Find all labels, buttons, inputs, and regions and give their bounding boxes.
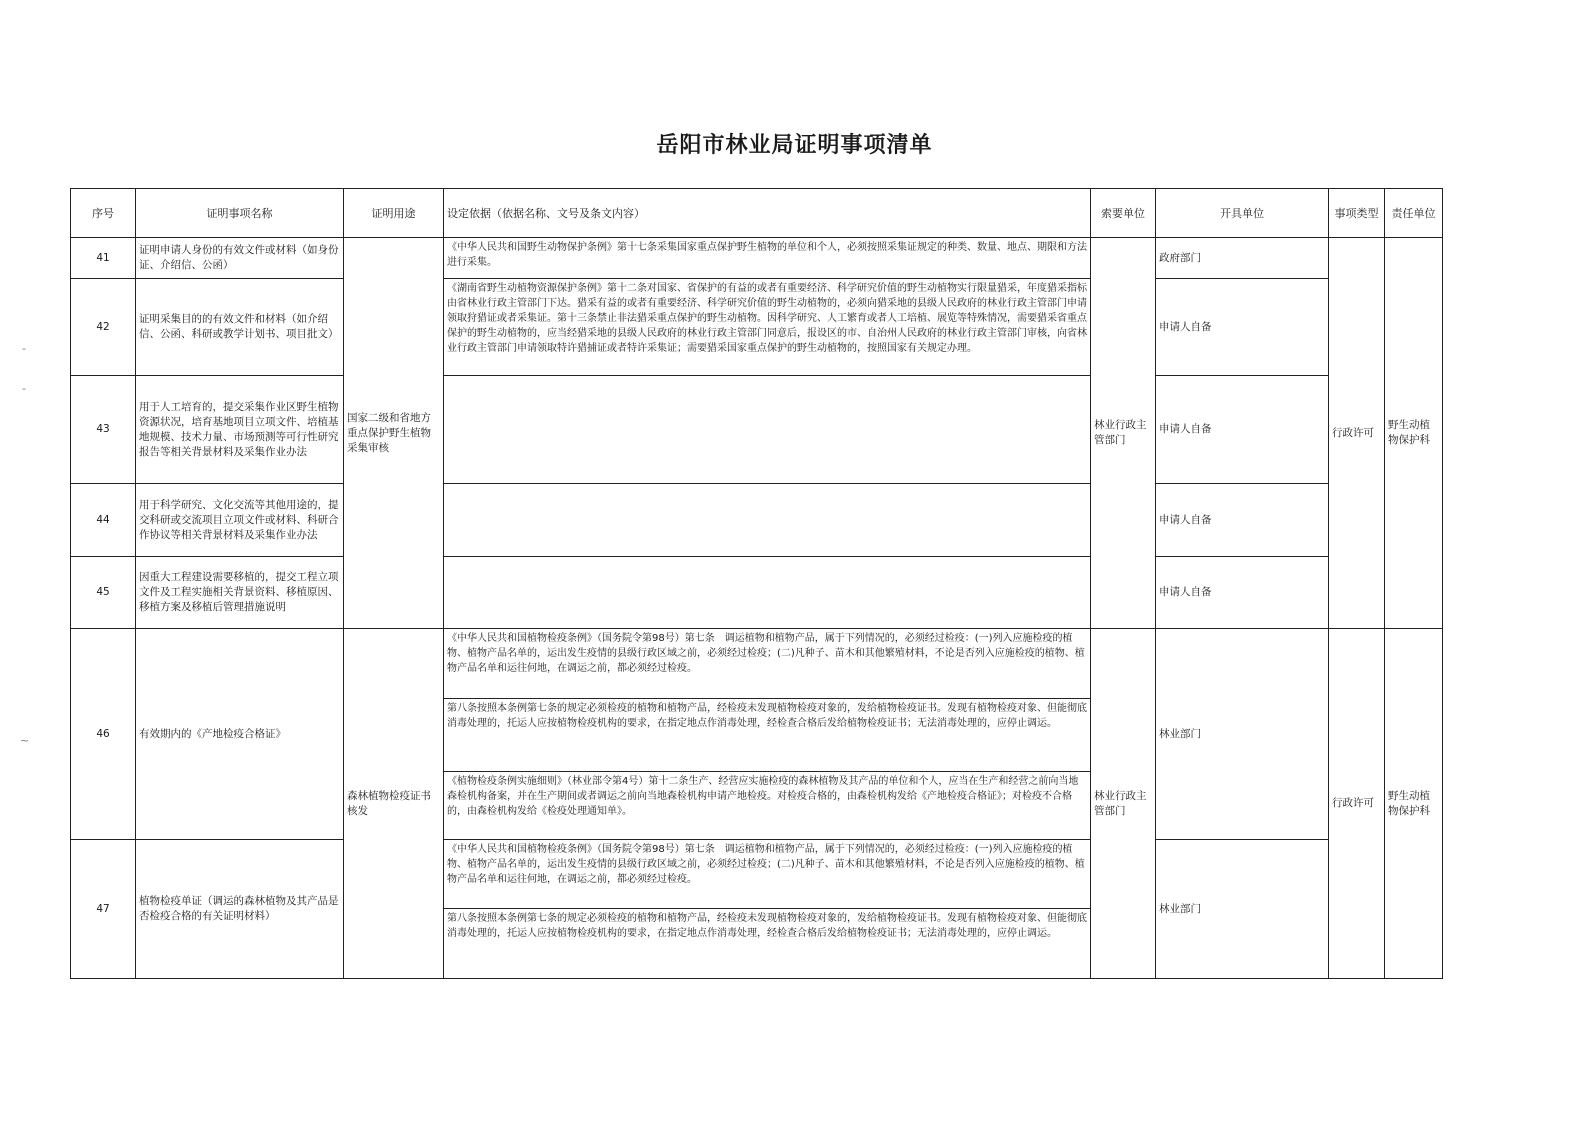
header-type: 事项类型 [1329, 189, 1385, 238]
page-title: 岳阳市林业局证明事项清单 [656, 132, 933, 158]
issuer-cell: 申请人自备 [1156, 557, 1329, 629]
basis-cell: 《中华人民共和国植物检疫条例》（国务院令第98号）第七条 调运植物和植物产品，属于下列情况的，必须经过检疫：(一)列入应施检疫的植物、植物产品名单的，运出发生疫情的县级行政区域之前，必须经过检疫；(二)凡种子、苗木和其他繁殖材料，不论是否列入应施检疫的植物、植物产品名单和运往何地，在调运之前，都必须经过检疫。 [444, 840, 1091, 909]
row-no: 46 [71, 629, 136, 840]
table-row [71, 279, 1443, 376]
row-no: 45 [71, 557, 136, 629]
certification-table [70, 188, 1443, 979]
header-name: 证明事项名称 [136, 189, 344, 238]
basis-cell: 《植物检疫条例实施细则》（林业部令第4号）第十二条生产、经营应实施检疫的森林植物及其产品的单位和个人，应当在生产和经营之前向当地森检机构备案，并在生产期间或者调运之前向当地森检机构申请产地检疫。对检疫合格的，由森检机构发给《产地检疫合格证》；对检疫不合格的，由森检机构发给《检疫处理通知单》。 [444, 772, 1091, 840]
header-requester: 索要单位 [1091, 189, 1156, 238]
row-no: 41 [71, 238, 136, 279]
header-purpose: 证明用途 [344, 189, 444, 238]
issuer-cell: 林业部门 [1156, 840, 1329, 979]
purpose-cell: 森林植物检疫证书核发 [344, 629, 444, 979]
basis-cell-empty [444, 557, 1091, 629]
table-row [71, 238, 1443, 279]
row-name: 证明采集目的的有效文件和材料（如介绍信、公函、科研或教学计划书、项目批文） [136, 279, 344, 376]
issuer-cell: 申请人自备 [1156, 484, 1329, 557]
header-issuer: 开具单位 [1156, 189, 1329, 238]
row-name: 植物检疫单证（调运的森林植物及其产品是否检疫合格的有关证明材料） [136, 840, 344, 979]
basis-cell: 第八条按照本条例第七条的规定必须检疫的植物和植物产品，经检疫未发现植物检疫对象的，发给植物检疫证书。发现有植物检疫对象、但能彻底消毒处理的，托运人应按植物检疫机构的要求，在指定地点作消毒处理，经检查合格后发给植物检疫证书；无法消毒处理的，应停止调运。 [444, 699, 1091, 772]
issuer-cell: 林业部门 [1156, 629, 1329, 840]
unit-cell: 野生动植物保护科 [1385, 629, 1443, 979]
row-no: 47 [71, 840, 136, 979]
row-name: 用于科学研究、文化交流等其他用途的，提交科研或交流项目立项文件或材料、科研合作协议等相关背景材料及采集作业办法 [136, 484, 344, 557]
purpose-cell: 国家二级和省地方重点保护野生植物采集审核 [344, 238, 444, 629]
basis-cell: 《湖南省野生动植物资源保护条例》第十二条对国家、省保护的有益的或者有重要经济、科学研究价值的野生动植物实行限量猎采，年度猎采指标由省林业行政主管部门下达。猎采有益的或者有重要经济、科学研究价值的野生动植物的，必须向猎采地的县级人民政府的林业行政主管部门申请领取狩猎证或者采集证。第十三条禁止非法猎采重点保护的野生动植物。因科学研究、人工繁育或者人工培植、展览等特殊情况，需要猎采省重点保护的野生动植物的，应当经猎采地的县级人民政府的林业行政主管部门同意后，报设区的市、自治州人民政府的林业行政主管部门审核，向省林业行政主管部门申请领取特许猎捕证或者特许采集证；需要猎采国家重点保护的野生动植物的，按照国家有关规定办理。 [444, 279, 1091, 376]
row-no: 42 [71, 279, 136, 376]
basis-cell: 第八条按照本条例第七条的规定必须检疫的植物和植物产品，经检疫未发现植物检疫对象的，发给植物检疫证书。发现有植物检疫对象、但能彻底消毒处理的，托运人应按植物检疫机构的要求，在指定地点作消毒处理，经检查合格后发给植物检疫证书；无法消毒处理的，应停止调运。 [444, 909, 1091, 979]
basis-cell: 《中华人民共和国野生动物保护条例》第十七条采集国家重点保护野生植物的单位和个人，必须按照采集证规定的种类、数量、地点、期限和方法进行采集。 [444, 238, 1091, 279]
table-row [71, 840, 1443, 909]
margin-mark-3: ~ [20, 734, 30, 747]
header-unit: 责任单位 [1385, 189, 1443, 238]
table-row [71, 629, 1443, 699]
issuer-cell: 申请人自备 [1156, 376, 1329, 484]
header-no: 序号 [71, 189, 136, 238]
requester-cell: 林业行政主管部门 [1091, 238, 1156, 629]
header-basis: 设定依据（依据名称、文号及条文内容） [444, 189, 1091, 238]
table-row [71, 484, 1443, 557]
basis-cell: 《中华人民共和国植物检疫条例》（国务院令第98号）第七条 调运植物和植物产品，属于下列情况的，必须经过检疫：(一)列入应施检疫的植物、植物产品名单的，运出发生疫情的县级行政区域之前，必须经过检疫；(二)凡种子、苗木和其他繁殖材料，不论是否列入应施检疫的植物、植物产品名单和运往何地，在调运之前，都必须经过检疫。 [444, 629, 1091, 699]
header-row [71, 189, 1443, 238]
unit-cell: 野生动植物保护科 [1385, 238, 1443, 629]
row-name: 证明申请人身份的有效文件或材料（如身份证、介绍信、公函） [136, 238, 344, 279]
row-name: 因重大工程建设需要移植的，提交工程立项文件及工程实施相关背景资料、移植原因、移植方案及移植后管理措施说明 [136, 557, 344, 629]
row-name: 用于人工培育的，提交采集作业区野生植物资源状况，培育基地项目立项文件、培植基地规模、技术力量、市场预测等可行性研究报告等相关背景材料及采集作业办法 [136, 376, 344, 484]
type-cell: 行政许可 [1329, 238, 1385, 629]
issuer-cell: 政府部门 [1156, 238, 1329, 279]
table-row [71, 557, 1443, 629]
row-name: 有效期内的《产地检疫合格证》 [136, 629, 344, 840]
margin-mark-2: - [22, 382, 26, 395]
basis-cell-empty [444, 484, 1091, 557]
type-cell: 行政许可 [1329, 629, 1385, 979]
row-no: 43 [71, 376, 136, 484]
requester-cell: 林业行政主管部门 [1091, 629, 1156, 979]
row-no: 44 [71, 484, 136, 557]
table-row [71, 376, 1443, 484]
basis-cell-empty [444, 376, 1091, 484]
issuer-cell: 申请人自备 [1156, 279, 1329, 376]
margin-mark-1: - [22, 342, 26, 355]
